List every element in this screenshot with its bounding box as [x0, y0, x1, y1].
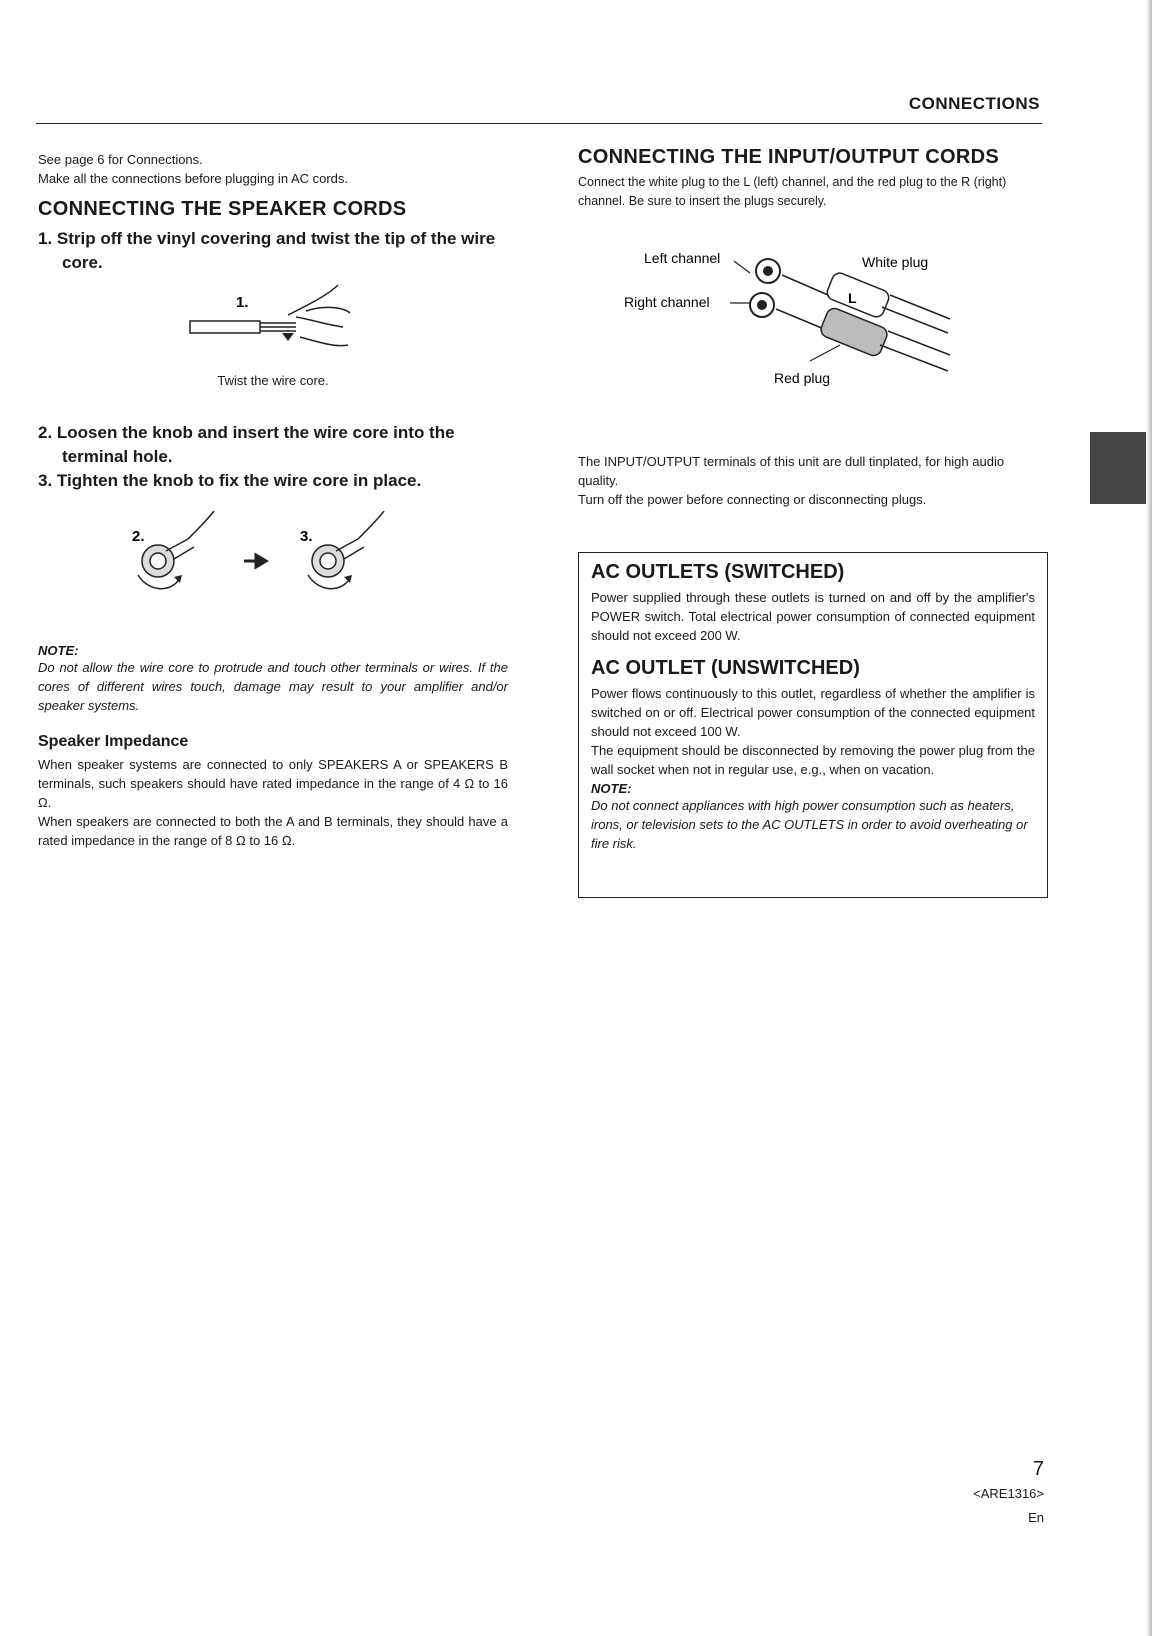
wire-core — [260, 323, 296, 331]
intro-line-2: Make all the connections before plugging in AC cords. — [38, 171, 349, 186]
fig2-label-3: 3. — [300, 528, 313, 545]
page-section-title: CONNECTIONS — [908, 94, 1040, 113]
fig-white-plug-label: White plug — [862, 254, 929, 270]
twist-arrow-icon — [282, 333, 294, 341]
twist-wire-illustration — [38, 275, 508, 375]
impedance-paragraph-2: When speakers are connected to both the A and B terminals, they should have a rated impedance in the range of 8 Ω to 16 Ω. — [38, 814, 508, 848]
arrow-right-icon — [244, 555, 266, 567]
ac-outlets-box — [578, 552, 1048, 898]
left-channel-jack — [734, 259, 780, 283]
scan-edge — [1146, 0, 1152, 1636]
tinplate-text: The INPUT/OUTPUT terminals of this unit are dull tinplated, for high audio quality. — [578, 454, 1005, 488]
io-plug-illustration — [578, 221, 1044, 391]
note-title-left: NOTE: — [38, 643, 79, 658]
ac-unswitched-heading: AC OUTLET (UNSWITCHED) — [591, 657, 860, 679]
step-2: 2. Loosen the knob and insert the wire core into the terminal hole. — [38, 423, 455, 466]
fingers-outline — [288, 285, 350, 346]
io-cords-heading: CONNECTING THE INPUT/OUTPUT CORDS — [578, 146, 1000, 168]
wire-cable — [190, 321, 260, 333]
terminal-knob-tight — [308, 511, 384, 589]
terminal-knob-loose — [138, 511, 214, 589]
right-column — [578, 146, 1044, 509]
ac-switched-heading: AC OUTLETS (SWITCHED) — [591, 561, 845, 583]
ac-unswitched-text: Power flows continuously to this outlet, regardless of whether the amplifier is switched on or off. Electrical power consumption of the connected equipment should not exceed 100 W. — [591, 686, 1035, 739]
fig1-label: 1. — [236, 294, 249, 311]
document-code: <ARE1316> — [973, 1486, 1044, 1501]
intro-line-1: See page 6 for Connections. — [38, 152, 203, 167]
fig-right-channel-label: Right channel — [624, 294, 710, 310]
impedance-paragraph-1: When speaker systems are connected to only SPEAKERS A or SPEAKERS B terminals, such speakers should have rated impedance in the range of 4 Ω to 16 Ω. — [38, 757, 508, 810]
note-text-box: Do not connect appliances with high power consumption such as heaters, irons, or television sets to the AC OUTLETS in order to avoid overheating or fire risk. — [591, 798, 1028, 851]
io-instructions: Connect the white plug to the L (left) channel, and the red plug to the R (right) channel. Be sure to insert the plugs securely. — [578, 175, 1007, 208]
disconnect-text: The equipment should be disconnected by removing the power plug from the wall socket when not in regular use, e.g., when on vacation. — [591, 743, 1035, 777]
figure-twist-wire — [38, 275, 508, 395]
left-column — [38, 150, 508, 850]
right-channel-jack — [730, 293, 774, 317]
impedance-heading: Speaker Impedance — [38, 733, 189, 750]
note-text-left: Do not allow the wire core to protrude and touch other terminals or wires. If the cores of different wires touch, damage may result to your amplifier and/or speaker systems. — [38, 660, 508, 713]
ac-switched-text: Power supplied through these outlets is turned on and off by the amplifier's POWER switch. Total electrical power consumption of connected equipment should not exceed 200 W. — [591, 590, 1035, 643]
speaker-cords-heading: CONNECTING THE SPEAKER CORDS — [38, 198, 407, 220]
red-plug — [776, 306, 950, 371]
note-title-box: NOTE: — [591, 781, 632, 796]
power-off-text: Turn off the power before connecting or disconnecting plugs. — [578, 492, 927, 507]
step-3: 3. Tighten the knob to fix the wire core in place. — [38, 471, 422, 490]
step-1: 1. Strip off the vinyl covering and twist the tip of the wire core. — [38, 229, 496, 272]
fig-red-plug-label: Red plug — [774, 370, 831, 386]
figure-terminal-steps — [38, 511, 508, 629]
terminal-illustration — [38, 511, 508, 629]
language-code: En — [1028, 1510, 1044, 1525]
header-rule — [36, 123, 1042, 124]
fig-l-mark: L — [848, 290, 857, 306]
section-tab-marker — [1090, 432, 1152, 504]
fig2-label-2: 2. — [132, 528, 145, 545]
page-number: 7 — [1032, 1458, 1044, 1480]
fig1-caption: Twist the wire core. — [217, 373, 329, 388]
fig-left-channel-label: Left channel — [644, 250, 721, 266]
